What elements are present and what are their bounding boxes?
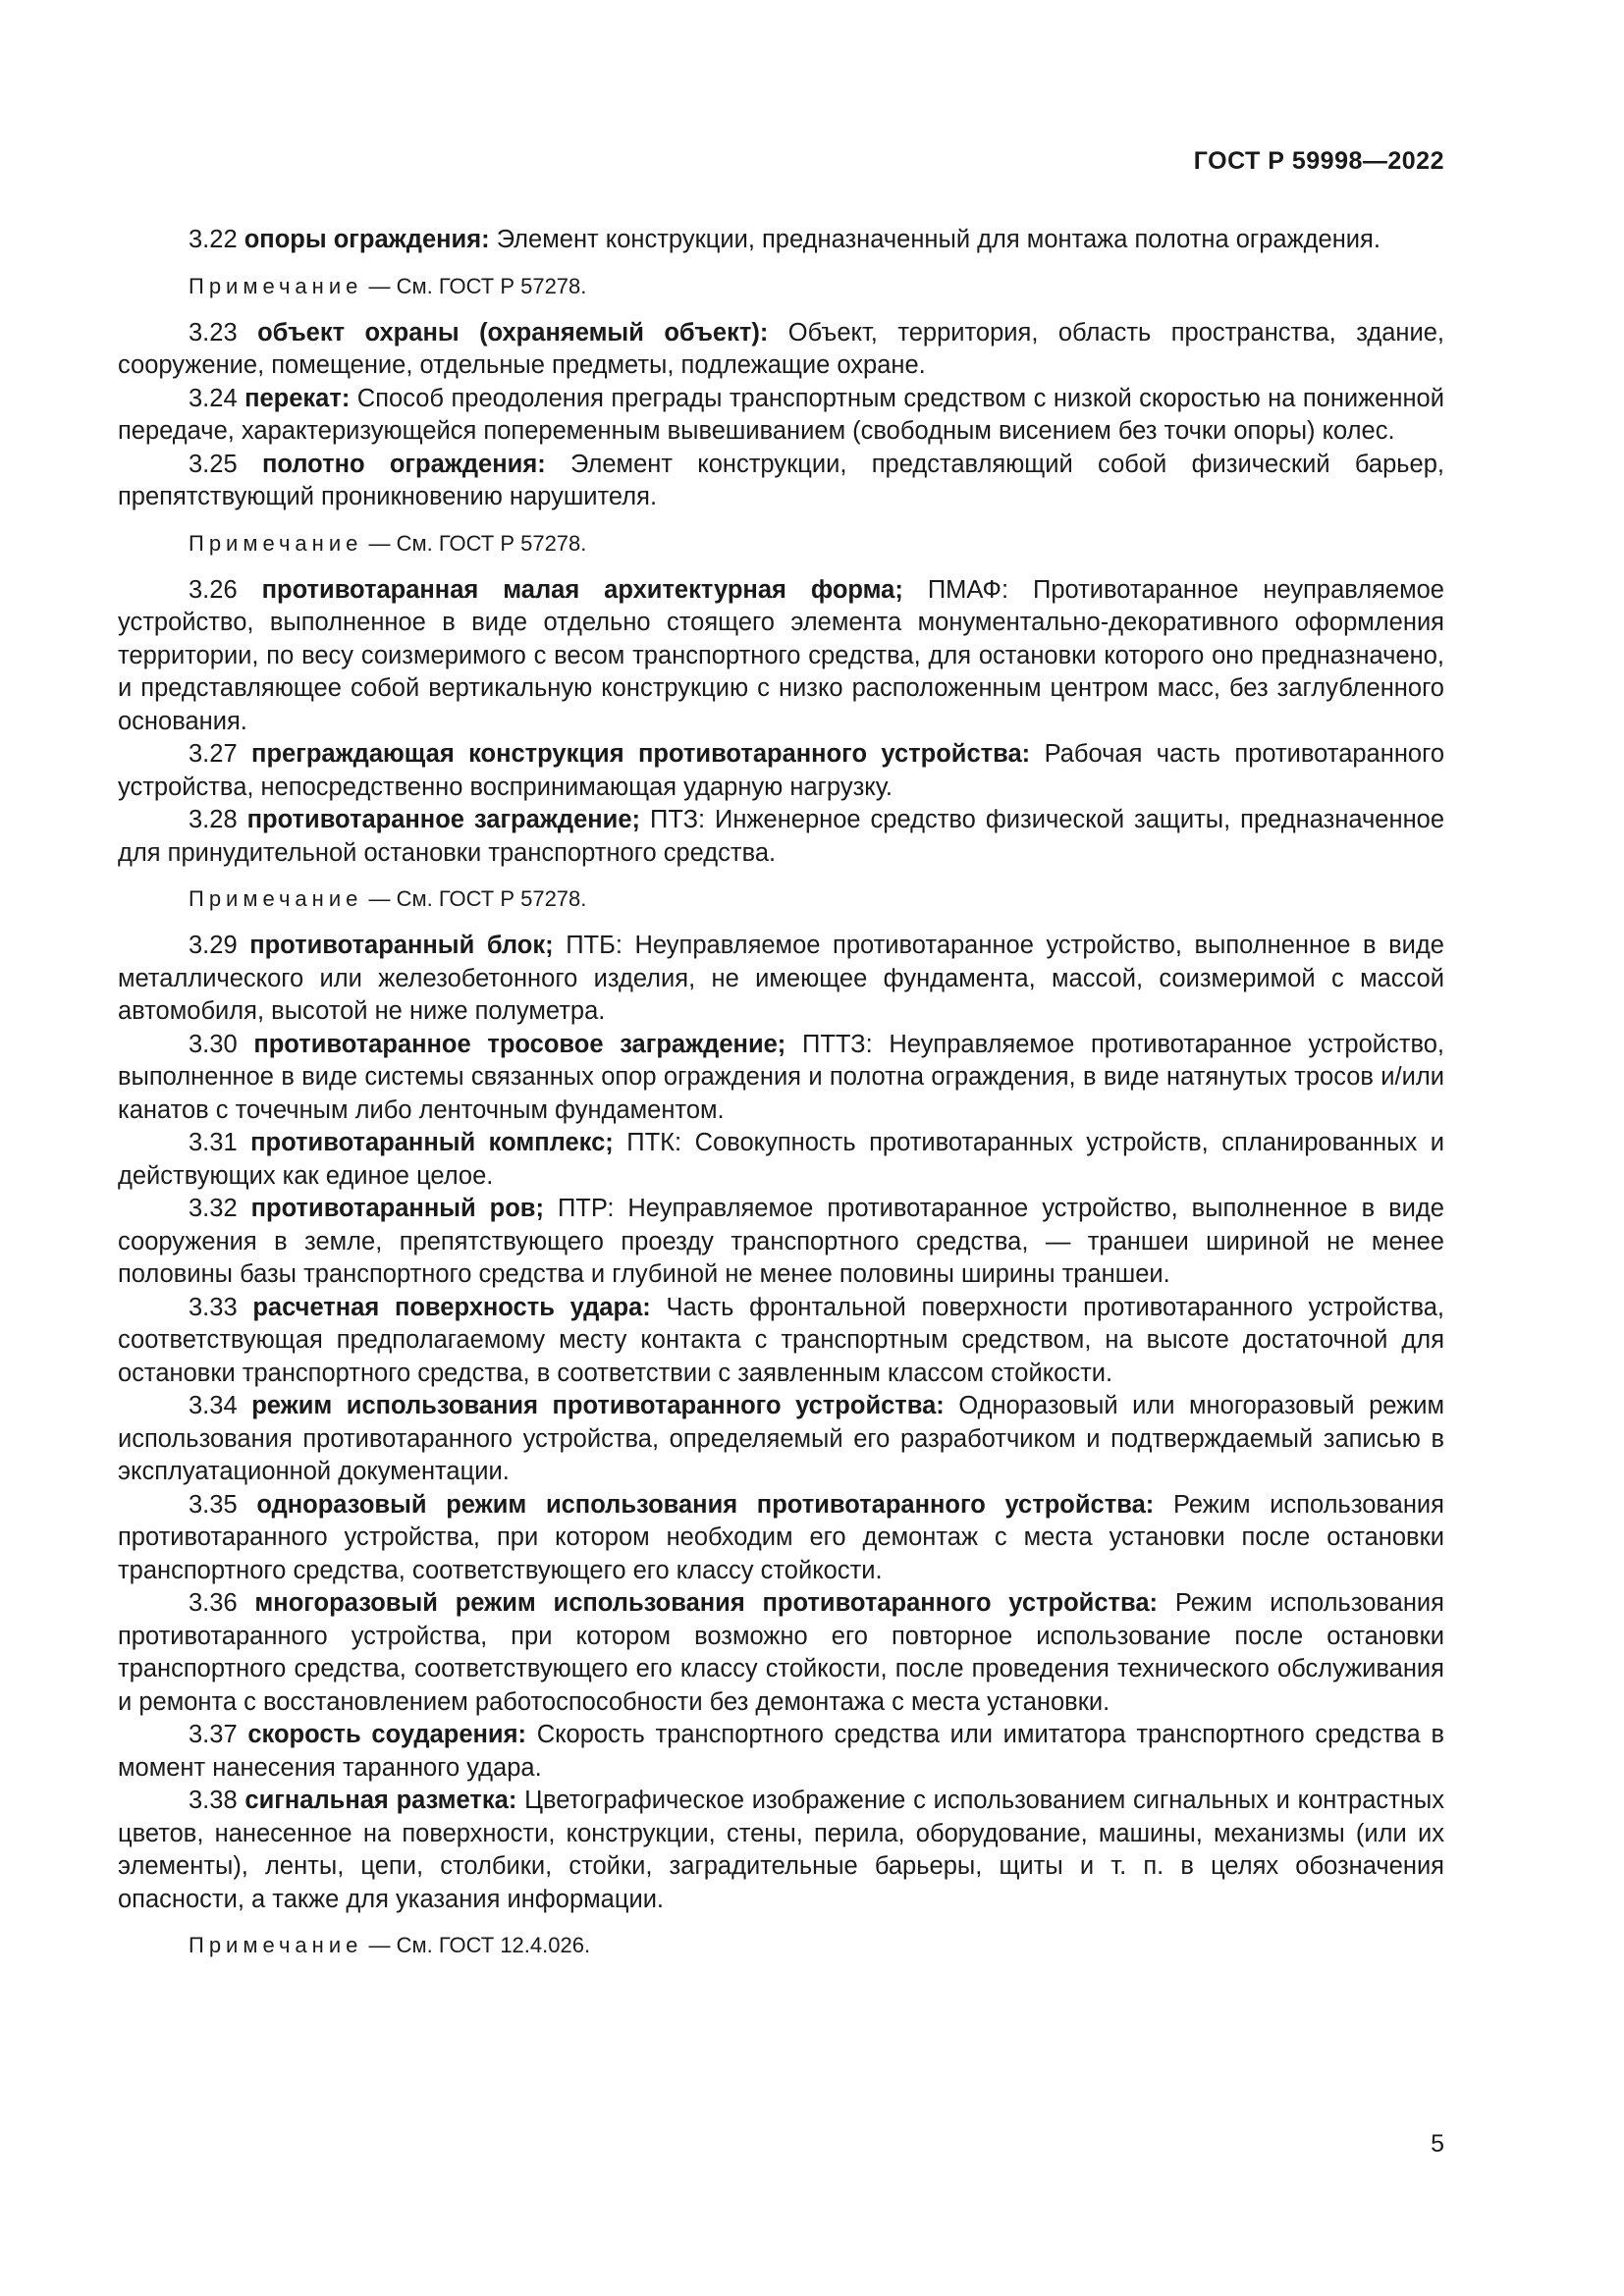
term-entry-3-27 bbox=[118, 738, 1444, 804]
note-text: — См. ГОСТ Р 57278. bbox=[368, 530, 587, 556]
term-number: 3.35 bbox=[189, 1490, 238, 1519]
term-name: скорость соударения: bbox=[247, 1721, 526, 1748]
note-text: — См. ГОСТ Р 57278. bbox=[368, 273, 587, 298]
term-number: 3.33 bbox=[189, 1293, 238, 1321]
term-entry-3-34 bbox=[118, 1390, 1444, 1489]
note bbox=[118, 884, 1444, 914]
term-entry-3-23 bbox=[118, 317, 1444, 383]
term-definition: ПТК: Совокупность противотаранных устройств, спланированных и действующих как единое целое. bbox=[118, 1129, 1444, 1190]
term-definition: Рабочая часть противотаранного устройства, непосредственно воспринимающая ударную нагрузку. bbox=[118, 740, 1445, 801]
term-definition: ПТР: Неуправляемое противотаранное устройство, выполненное в виде сооружения в земле, препятствующего проезду транспортного средства, — траншеи шириной не менее половины базы транспортного средства и глубиной не менее половины ширины траншеи. bbox=[118, 1195, 1444, 1288]
note-label: Примечание bbox=[189, 1933, 363, 1957]
term-definition: Одноразовый или многоразовый режим использования противотаранного устройства, определяемый его разработчиком и подтверждаемый записью в эксплуатационной документации. bbox=[118, 1392, 1444, 1485]
note bbox=[118, 529, 1444, 559]
note-label: Примечание bbox=[189, 530, 363, 556]
term-number: 3.27 bbox=[189, 740, 238, 768]
note-text: — См. ГОСТ Р 57278. bbox=[368, 886, 587, 911]
term-definition: Режим использования противотаранного устройства, при котором необходим его демонтаж с места установки после остановки транспортного средства, соответствующего его классу стойкости. bbox=[118, 1490, 1444, 1584]
term-name: противотаранный комплекс; bbox=[250, 1129, 614, 1156]
term-definition: ПТЗ: Инженерное средство физической защиты, предназначенное для принудительной остановки транспортного средства. bbox=[118, 806, 1445, 867]
term-name: противотаранный ров; bbox=[250, 1195, 544, 1222]
term-name: режим использования противотаранного устройства: bbox=[251, 1392, 945, 1419]
term-name: объект охраны (охраняемый объект): bbox=[257, 318, 769, 347]
term-definition: Способ преодоления преграды транспортным средством с низкой скоростью на пониженной передаче, характеризующейся попеременным вывешиванием (свободным висением без точки опоры) колес. bbox=[118, 384, 1444, 445]
term-definition: Объект, территория, область пространства, здание, сооружение, помещение, отдельные предметы, подлежащие охране. bbox=[118, 318, 1444, 379]
term-number: 3.30 bbox=[189, 1030, 238, 1058]
term-number: 3.31 bbox=[189, 1129, 238, 1156]
term-number: 3.23 bbox=[189, 318, 238, 347]
term-number: 3.28 bbox=[189, 806, 238, 833]
term-entry-3-22 bbox=[118, 224, 1444, 257]
note bbox=[118, 272, 1444, 301]
term-entry-3-26 bbox=[118, 574, 1444, 739]
note bbox=[118, 1931, 1444, 1960]
term-entry-3-38 bbox=[118, 1785, 1444, 1916]
term-definition: ПТТЗ: Неуправляемое противотаранное устройство, выполненное в виде системы связанных опор ограждения и полотна ограждения, в виде натянутых тросов и/или канатов с точечным либо ленточным фундаментом. bbox=[118, 1030, 1444, 1124]
term-name: противотаранное заграждение; bbox=[246, 806, 641, 833]
term-entry-3-35 bbox=[118, 1489, 1444, 1588]
term-entry-3-24 bbox=[118, 383, 1444, 449]
term-number: 3.29 bbox=[189, 932, 238, 959]
term-name: многоразовый режим использования противотаранного устройства: bbox=[254, 1589, 1159, 1617]
term-definition: Часть фронтальной поверхности противотаранного устройства, соответствующая предполагаемому месту контакта с транспортным средством, на высоте достаточной для остановки транспортного средства, в соответствии с заявленным классом стойкости. bbox=[118, 1293, 1444, 1387]
term-definition: Элемент конструкции, представляющий собой физический барьер, препятствующий проникновению нарушителя. bbox=[118, 450, 1445, 510]
term-entry-3-36 bbox=[118, 1587, 1444, 1719]
term-name: противотаранная малая архитектурная форма; bbox=[261, 575, 903, 604]
term-name: преграждающая конструкция противотаранного устройства: bbox=[251, 740, 1031, 768]
note-label: Примечание bbox=[189, 886, 363, 911]
term-number: 3.37 bbox=[189, 1721, 238, 1748]
term-name: противотаранное тросовое заграждение; bbox=[253, 1030, 786, 1058]
note-text: — См. ГОСТ 12.4.026. bbox=[368, 1933, 591, 1957]
term-name: одноразовый режим использования противотаранного устройства: bbox=[256, 1490, 1155, 1519]
term-name: перекат: bbox=[244, 384, 351, 412]
page-number: 5 bbox=[1431, 2130, 1444, 2158]
term-definition: Цветографическое изображение с использованием сигнальных и контрастных цветов, нанесенное на поверхности, конструкции, стены, перила, оборудование, машины, механизмы (или их элементы), ленты, цепи, столбики, стойки, заградительные барьеры, щиты и т. п. в целях обозначения опасности, а также для указания информации. bbox=[118, 1787, 1444, 1913]
term-entry-3-37 bbox=[118, 1719, 1444, 1785]
term-number: 3.34 bbox=[189, 1392, 238, 1419]
term-entry-3-30 bbox=[118, 1029, 1444, 1128]
term-entry-3-33 bbox=[118, 1292, 1444, 1391]
term-number: 3.38 bbox=[189, 1787, 238, 1814]
term-number: 3.22 bbox=[189, 226, 238, 253]
term-number: 3.32 bbox=[189, 1195, 238, 1222]
terms-section bbox=[118, 224, 1444, 1976]
term-definition: Режим использования противотаранного устройства, при котором возможно его повторное использование после остановки транспортного средства, соответствующего его классу стойкости, после проведения технического обслуживания и ремонта с восстановлением работоспособности без демонтажа с места установки. bbox=[118, 1589, 1444, 1716]
term-entry-3-29 bbox=[118, 930, 1444, 1029]
term-definition: Элемент конструкции, предназначенный для монтажа полотна ограждения. bbox=[496, 226, 1380, 253]
term-number: 3.25 bbox=[189, 450, 238, 478]
term-definition: Скорость транспортного средства или имитатора транспортного средства в момент нанесения таранного удара. bbox=[118, 1721, 1444, 1782]
term-name: опоры ограждения: bbox=[244, 226, 490, 253]
term-name: расчетная поверхность удара: bbox=[252, 1293, 651, 1321]
term-number: 3.26 bbox=[189, 575, 238, 604]
term-name: полотно ограждения: bbox=[261, 450, 546, 478]
term-definition: ПМАФ: Противотаранное неуправляемое устройство, выполненное в виде отдельно стоящего элемента монументально-декоративного оформления территории, по весу соизмеримого с весом транспортного средства, для остановки которого оно предназначено, и представляющее собой вертикальную конструкцию с низко расположенным центром масс, без заглубленного основания. bbox=[118, 575, 1444, 735]
term-number: 3.36 bbox=[189, 1589, 238, 1617]
note-label: Примечание bbox=[189, 273, 363, 298]
term-entry-3-25 bbox=[118, 449, 1444, 514]
term-entry-3-31 bbox=[118, 1127, 1444, 1193]
term-entry-3-32 bbox=[118, 1193, 1444, 1292]
document-code: ГОСТ Р 59998—2022 bbox=[1193, 147, 1444, 175]
term-name: сигнальная разметка: bbox=[244, 1787, 517, 1814]
term-definition: ПТБ: Неуправляемое противотаранное устройство, выполненное в виде металлического или железобетонного изделия, не имеющее фундамента, массой, соизмеримой с массой автомобиля, высотой не ниже полуметра. bbox=[118, 932, 1444, 1025]
term-entry-3-28 bbox=[118, 804, 1444, 870]
term-number: 3.24 bbox=[189, 384, 238, 412]
term-name: противотаранный блок; bbox=[249, 932, 554, 959]
